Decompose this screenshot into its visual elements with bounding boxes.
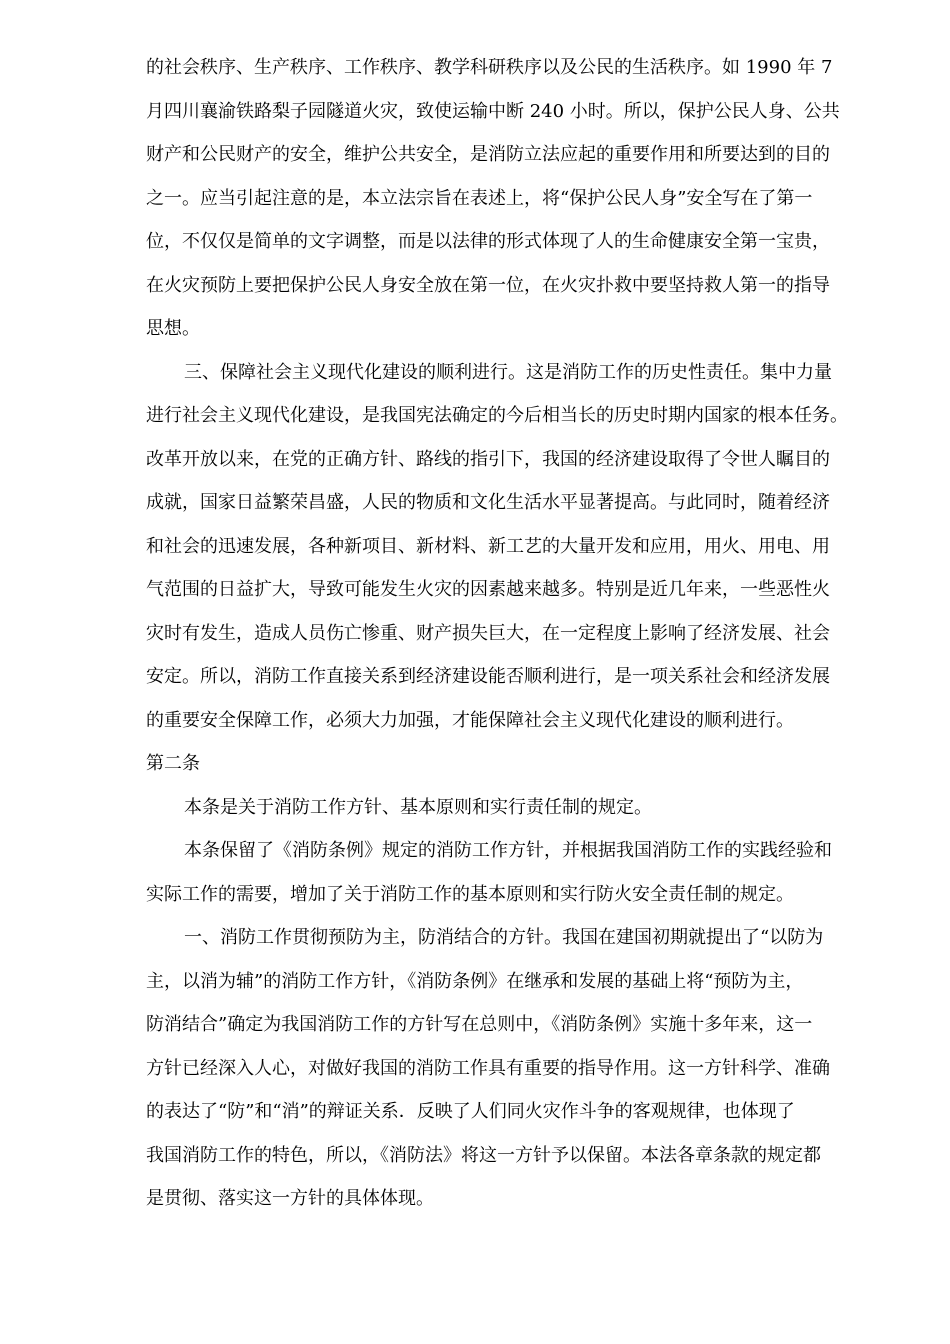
paragraph-first-line: 三、保障社会主义现代化建设的顺利进行。这是消防工作的历史性责任。集中力量 <box>184 361 832 383</box>
text-line: 主，以消为辅”的消防工作方针，《消防条例》在继承和发展的基础上将“预防为主， <box>146 970 804 992</box>
text-line: 改革开放以来，在党的正确方针、路线的指引下，我国的经济建设取得了令世人瞩目的 <box>146 448 830 470</box>
text-line: 我国消防工作的特色，所以，《消防法》将这一方针予以保留。本法各章条款的规定都 <box>146 1144 821 1166</box>
text-line: 的表达了“防”和“消”的辩证关系．反映了人们同火灾作斗争的客观规律，也体现了 <box>146 1101 795 1122</box>
text-line: 在火灾预防上要把保护公民人身安全放在第一位，在火灾扑救中要坚持救人第一的指导 <box>146 274 830 296</box>
text-line: 月四川襄渝铁路梨子园隧道火灾，致使运输中断 240 小时。所以，保护公民人身、公共 <box>146 100 840 122</box>
text-line: 位，不仅仅是简单的文字调整，而是以法律的形式体现了人的生命健康安全第一宝贵， <box>146 231 830 252</box>
text-line: 进行社会主义现代化建设，是我国宪法确定的今后相当长的历史时期内国家的根本任务。 <box>146 405 848 426</box>
text-line: 的社会秩序、生产秩序、工作秩序、教学科研秩序以及公民的生活秩序。如 1990 年 7 <box>146 57 833 78</box>
text-line: 防消结合”确定为我国消防工作的方针写在总则中，《消防条例》实施十多年来，这一 <box>146 1014 813 1035</box>
text-line: 方针已经深入人心，对做好我国的消防工作具有重要的指导作用。这一方针科学、准确 <box>146 1057 830 1079</box>
text-line: 之一。应当引起注意的是，本立法宗旨在表述上，将“保护公民人身”安全写在了第一 <box>146 187 813 209</box>
text-line: 安定。所以，消防工作直接关系到经济建设能否顺利进行，是一项关系社会和经济发展 <box>146 666 830 687</box>
body-text <box>146 46 876 1221</box>
paragraph-first-line: 一、消防工作贯彻预防为主，防消结合的方针。我国在建国初期就提出了“以防为 <box>184 927 824 948</box>
text-line: 成就，国家日益繁荣昌盛，人民的物质和文化生活水平显著提高。与此同时，随着经济 <box>146 492 830 513</box>
text-line: 思想。 <box>146 318 200 339</box>
paragraph-first-line: 本条保留了《消防条例》规定的消防工作方针，并根据我国消防工作的实践经验和 <box>184 840 832 861</box>
text-line: 和社会的迅速发展，各种新项目、新材料、新工艺的大量开发和应用，用火、用电、用 <box>146 535 830 557</box>
article-heading: 第二条 <box>146 753 200 774</box>
text-line: 气范围的日益扩大，导致可能发生火灾的因素越来越多。特别是近几年来，一些恶性火 <box>146 579 830 600</box>
text-line: 的重要安全保障工作，必须大力加强，才能保障社会主义现代化建设的顺利进行。 <box>146 709 794 731</box>
text-line: 是贯彻、落实这一方针的具体体现。 <box>146 1188 434 1209</box>
text-line: 实际工作的需要，增加了关于消防工作的基本原则和实行防火安全责任制的规定。 <box>146 883 794 905</box>
text-line: 灾时有发生，造成人员伤亡惨重、财产损失巨大，在一定程度上影响了经济发展、社会 <box>146 622 830 644</box>
text-line: 财产和公民财产的安全，维护公共安全，是消防立法应起的重要作用和所要达到的目的 <box>146 144 830 165</box>
paragraph-first-line: 本条是关于消防工作方针、基本原则和实行责任制的规定。 <box>184 796 652 818</box>
